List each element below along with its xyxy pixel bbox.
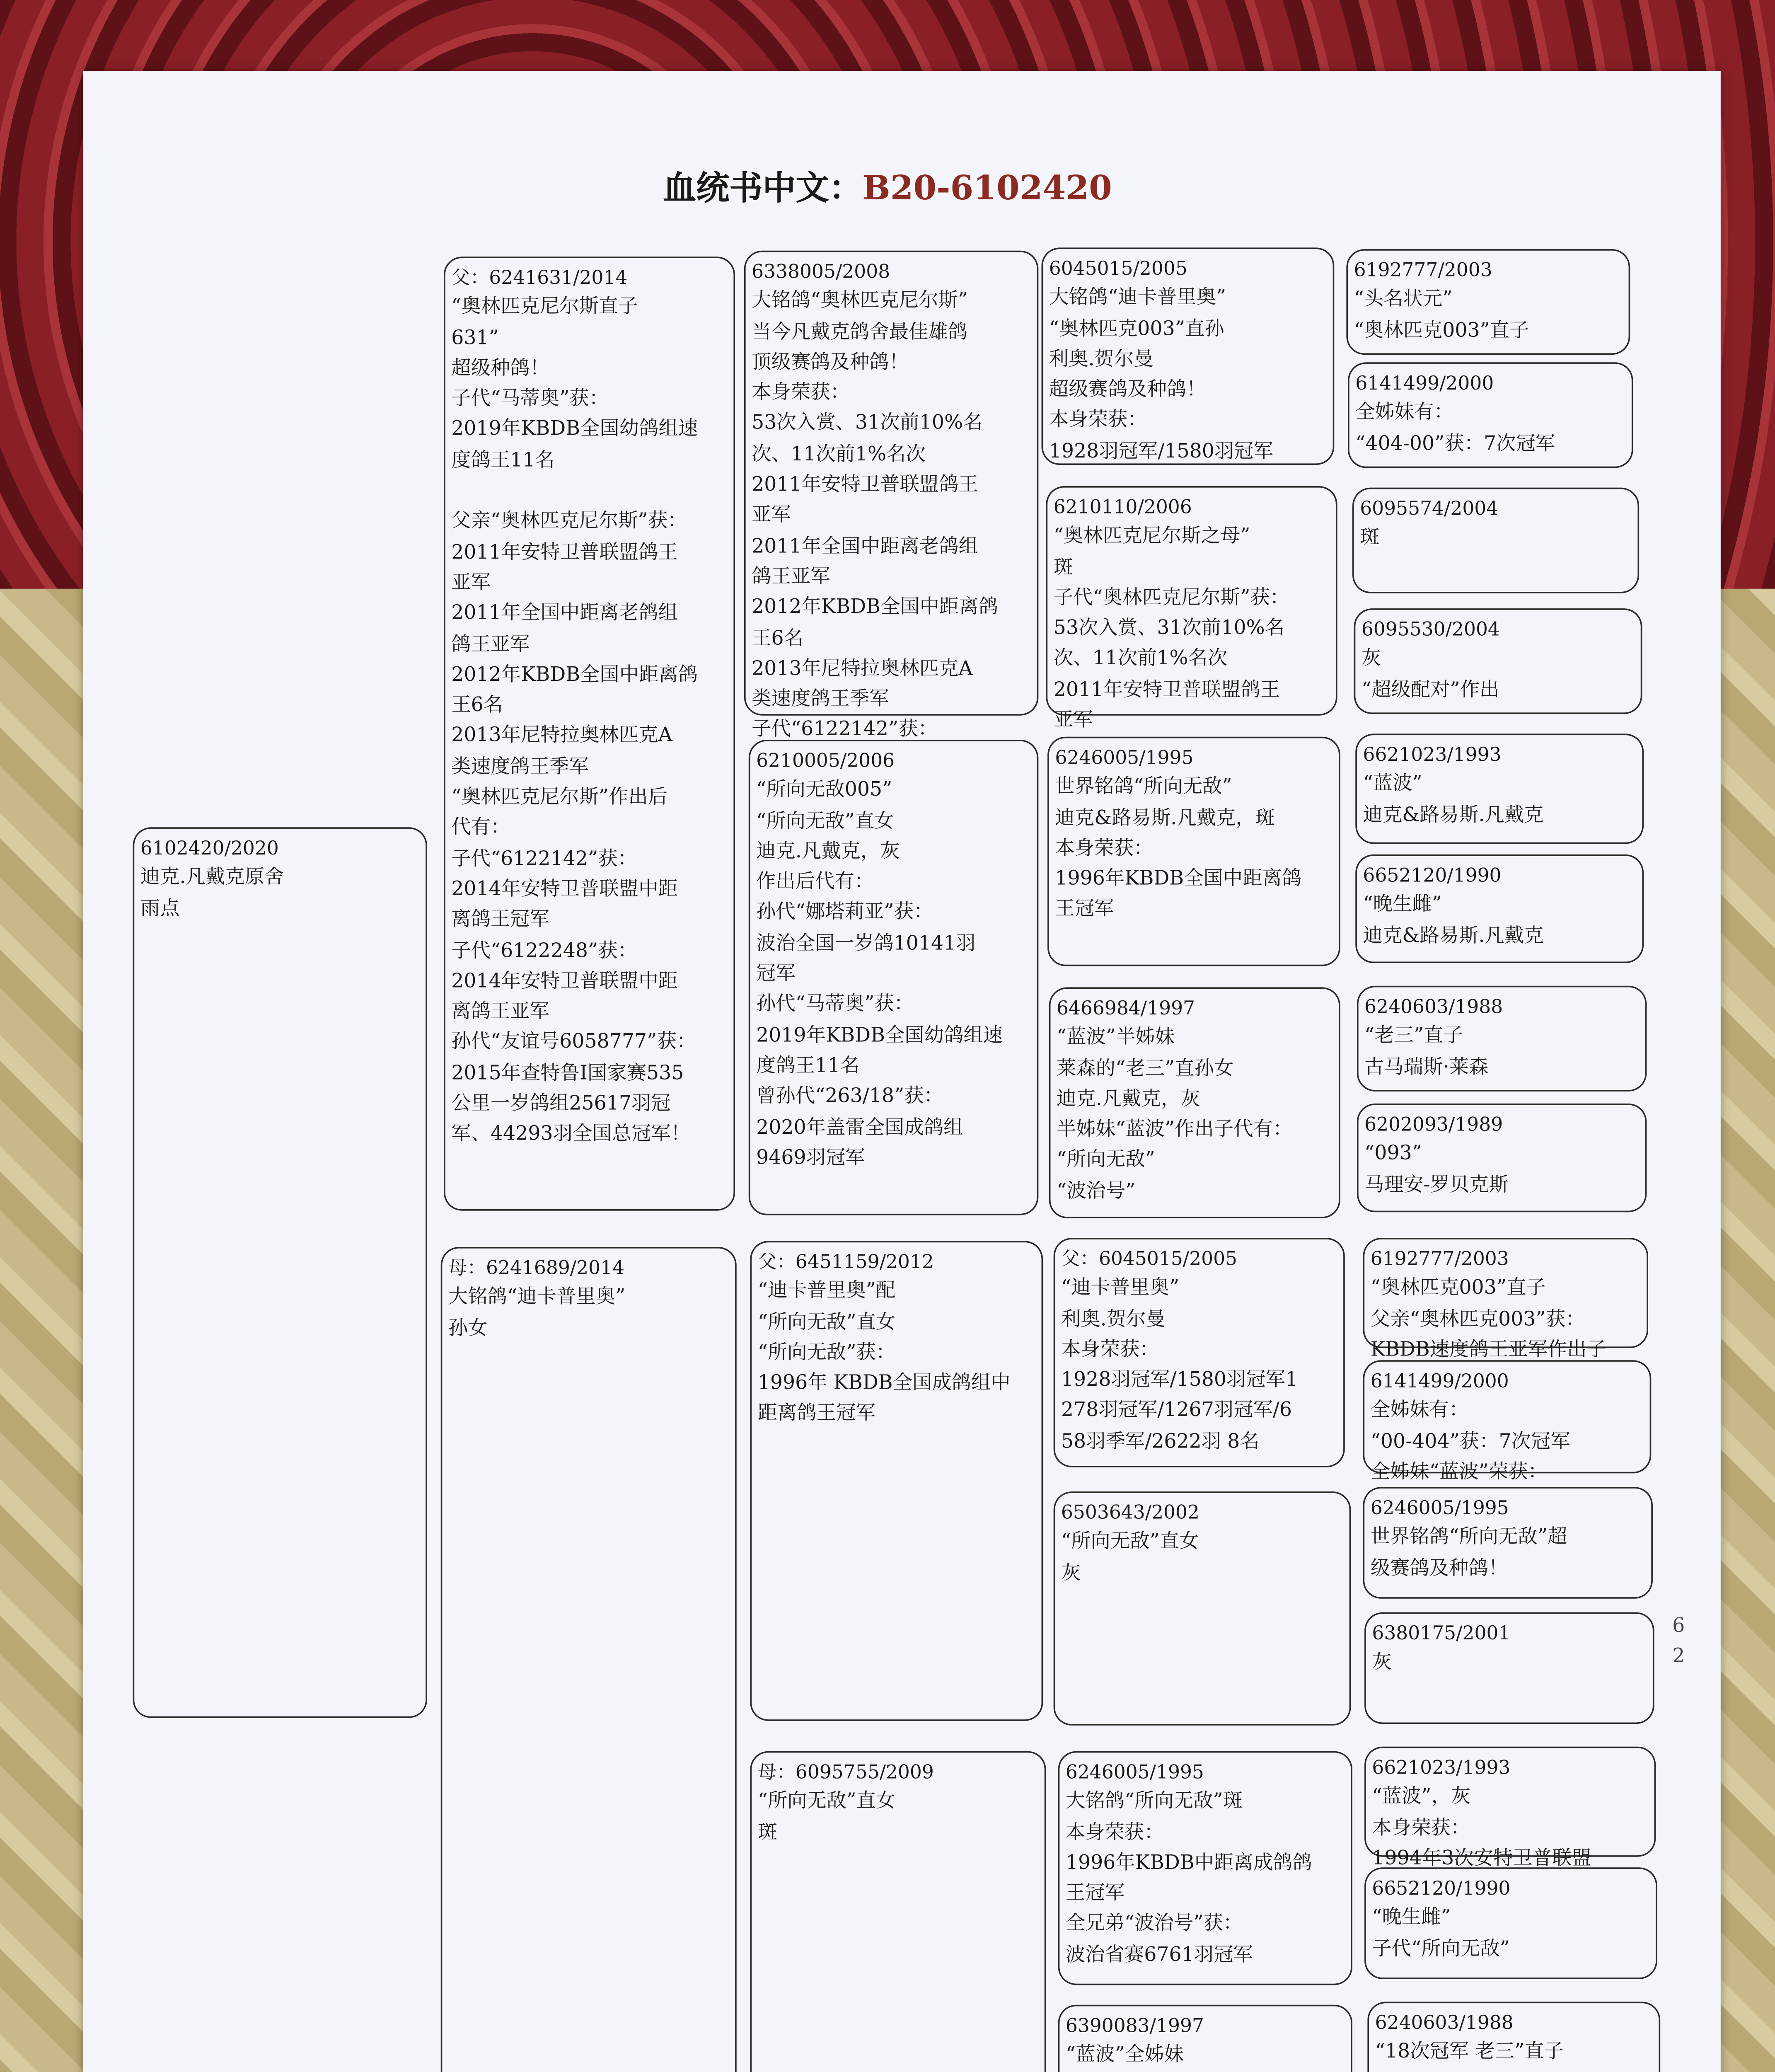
pedigree-line: 父亲“奥林匹克尼尔斯”获： (451, 511, 687, 534)
dam-dam-dam-box (1058, 2005, 1352, 2072)
pedigree-line: 利奥.贺尔曼 (1049, 349, 1154, 371)
pedigree-line: 公里一岁鸽组25617羽冠 (451, 1093, 671, 1116)
pigeon-ring-id: 6380175/2001 (1372, 1621, 1511, 1644)
gen5-box-7 (1357, 986, 1647, 1092)
pedigree-line: 王6名 (451, 695, 503, 717)
pedigree-line: 顶级赛鸽及种鸽！ (752, 351, 909, 375)
gen5-box-9 (1363, 1238, 1649, 1362)
pedigree-line: 半姊妹“蓝波”作出子代有： (1057, 1119, 1293, 1142)
pedigree-line: “蓝波”，灰 (1372, 1786, 1471, 1809)
dam-sire-box (750, 1241, 1043, 1721)
pigeon-ring-id: 6240603/1988 (1375, 2011, 1514, 2033)
pedigree-line: 2019年KBDB全国幼鸽组速 (451, 419, 698, 442)
pedigree-line: 2014年安特卫普联盟中距 (451, 878, 678, 901)
pedigree-line: 1994年3次安特卫普联盟 (1372, 1847, 1591, 1871)
pedigree-line: 1996年 KBDB全国成鸽组中 (757, 1372, 1011, 1395)
pigeon-ring-id: 6390083/1997 (1065, 2014, 1204, 2037)
gen5-box-13 (1364, 1747, 1656, 1871)
pedigree-line: 1928羽冠军/1580羽冠军1 (1061, 1369, 1298, 1392)
pedigree-line: 次、11次前1%名次 (752, 443, 926, 466)
pedigree-line: 超级种鸽！ (451, 357, 550, 380)
gen5-box-11 (1363, 1487, 1653, 1599)
ring-number: B20-6102420 (862, 169, 1112, 208)
pedigree-line: 631” (451, 327, 499, 350)
pedigree-line: 当今凡戴克鸽舍最佳雄鸽 (752, 321, 968, 344)
pedigree-line: 全姊妹有： (1370, 1400, 1469, 1423)
pedigree-line: 子代“6122248”获： (451, 939, 638, 963)
pigeon-ring-id: 母：6095755/2009 (757, 1760, 934, 1783)
pedigree-line: 9469羽冠军 (756, 1147, 865, 1170)
gen5-box-4 (1354, 608, 1642, 714)
pedigree-line: “老三”直子 (1364, 1025, 1463, 1048)
pedigree-line: 1996年KBDB全国中距离鸽 (1055, 868, 1302, 891)
sire-sire-sire-box (1042, 247, 1335, 465)
pigeon-ring-id: 6210005/2006 (756, 748, 895, 772)
pedigree-line: 利奥.贺尔曼 (1061, 1308, 1166, 1331)
pedigree-line: “所向无敌” (1057, 1149, 1155, 1172)
pedigree-line: 王冠军 (1055, 899, 1114, 922)
pedigree-line: 超级赛鸽及种鸽！ (1049, 379, 1206, 402)
pedigree-line: 迪克&路易斯.凡戴克，斑 (1055, 807, 1275, 830)
edge-mark (1672, 1612, 1685, 1673)
pedigree-line: 波治全国一岁鸽10141羽 (756, 932, 976, 956)
pedigree-line: 孙女 (448, 1317, 488, 1340)
pedigree-line: 全兄弟“波治号”获： (1065, 1913, 1243, 1936)
pedigree-line: 灰 (1061, 1561, 1081, 1585)
pedigree-line: “超级配对”作出 (1361, 678, 1499, 702)
pedigree-line: 本身荣获： (1055, 838, 1154, 861)
pedigree-line: 2013年尼特拉奥林匹克A (451, 725, 672, 748)
pedigree-line: 世界铭鸽“所向无敌” (1055, 776, 1232, 799)
pigeon-ring-id: 6192777/2003 (1354, 258, 1492, 281)
pedigree-line: “所向无敌”直女 (1061, 1531, 1199, 1554)
pedigree-line (1375, 2069, 1653, 2072)
pigeon-ring-id: 6202093/1989 (1364, 1112, 1503, 1135)
pedigree-line: 次、11次前1%名次 (1053, 648, 1228, 671)
pedigree-line: 53次入赏、31次前10%名 (752, 413, 983, 436)
pedigree-line: 2011年全国中距离老鸽组 (752, 535, 978, 558)
pedigree-line: 2012年KBDB全国中距离鸽 (752, 596, 999, 620)
pedigree-line: 古马瑞斯·莱森 (1364, 1056, 1489, 1079)
pedigree-line: 离鸽王亚军 (451, 1001, 550, 1024)
pedigree-line: 全姊妹“蓝波”荣获： (1370, 1461, 1548, 1484)
pigeon-ring-id: 6246005/1995 (1055, 746, 1194, 769)
pedigree-line: “18次冠军 老三”直子 (1375, 2041, 1564, 2064)
pedigree-line: 灰 (1361, 648, 1381, 671)
subject-box (133, 827, 427, 1718)
pedigree-line: “所向无敌”获： (757, 1342, 896, 1365)
pedigree-line: “奥林匹克003”直孙 (1049, 318, 1224, 341)
pedigree-line: 大铭鸽“所向无敌”斑 (1065, 1791, 1243, 1814)
pedigree-line: 迪克&路易斯.凡戴克 (1363, 925, 1544, 948)
gen5-box-2 (1348, 362, 1633, 468)
pedigree-line: 鸽王亚军 (752, 566, 830, 589)
pedigree-line: “蓝波” (1363, 773, 1422, 796)
pedigree-line: “093” (1364, 1143, 1422, 1166)
pedigree-line: 曾孙代“263/18”获： (756, 1086, 943, 1109)
pedigree-line: 子代“马蒂奥”获： (451, 388, 609, 411)
pedigree-line: 王冠军 (1065, 1883, 1124, 1905)
pedigree-line: “奥林匹克尼尔斯之母” (1053, 525, 1250, 549)
pedigree-line: 距离鸽王冠军 (757, 1403, 875, 1426)
pedigree-line: 斑 (1360, 527, 1380, 550)
sire-dam-dam-box (1049, 987, 1340, 1218)
pigeon-ring-id: 6045015/2005 (1049, 257, 1187, 279)
pigeon-ring-id: 父：6241631/2014 (451, 266, 628, 288)
pedigree-line (451, 477, 728, 508)
pedigree-line: “迪卡普里奥” (1061, 1277, 1180, 1300)
title-label: 血统书中文： (663, 169, 862, 208)
pedigree-line: 波治省赛6761羽冠军 (1065, 1944, 1253, 1967)
pedigree-line: “奥林匹克003”直子 (1370, 1277, 1546, 1300)
pedigree-line: “404-00”获：7次冠军 (1355, 433, 1555, 455)
pedigree-line: “所向无敌”直女 (757, 1311, 896, 1334)
pedigree-line: 子代“6122142”获： (752, 719, 938, 742)
pedigree-line: 孙代“娜塔莉亚”获： (756, 902, 933, 925)
pedigree-line: 莱森的“老三”直孙女 (1057, 1058, 1234, 1080)
pedigree-line: 2020年盖雷全国成鸽组 (756, 1116, 963, 1139)
pedigree-line: 斑 (757, 1821, 778, 1844)
pigeon-ring-id: 父：6045015/2005 (1061, 1247, 1238, 1270)
pedigree-line: 278羽冠军/1267羽冠军/6 (1061, 1400, 1292, 1423)
pedigree-line: 2012年KBDB全国中距离鸽 (451, 664, 698, 687)
pedigree-line: 类速度鸽王季军 (451, 756, 589, 779)
pedigree-line: 2011年安特卫普联盟鸽王 (752, 474, 978, 497)
gen5-box-3 (1352, 488, 1639, 593)
page-title (0, 163, 1775, 210)
pedigree-line: 本身荣获： (1065, 1821, 1164, 1844)
pedigree-line: 1928羽冠军/1580羽冠军 (1049, 440, 1273, 463)
gen5-box-8 (1357, 1104, 1647, 1212)
pedigree-line: “头名状元” (1354, 288, 1453, 312)
pedigree-line: 灰 (1372, 1652, 1392, 1675)
pigeon-ring-id: 6466984/1997 (1057, 996, 1195, 1019)
sire-sire-dam-box (1046, 486, 1337, 733)
pigeon-ring-id: 6338005/2008 (752, 259, 890, 283)
pedigree-line: 雨点 (140, 898, 180, 920)
pigeon-ring-id: 6652120/1990 (1363, 863, 1502, 886)
gen5-box-14 (1364, 1867, 1657, 1979)
pedigree-line: 斑 (1053, 556, 1074, 579)
pedigree-line: 孙代“友谊号6058777”获： (451, 1031, 696, 1055)
pedigree-line: 2015年查特鲁I国家赛535 (451, 1062, 684, 1085)
pedigree-line: 亚军 (752, 505, 791, 528)
pigeon-ring-id: 6621023/1993 (1372, 1755, 1511, 1779)
pedigree-line: 类速度鸽王季军 (752, 688, 889, 712)
pigeon-ring-id: 6095574/2004 (1360, 496, 1499, 520)
sire-dam-sire-box (1047, 737, 1340, 966)
pigeon-ring-id: 6141499/2000 (1370, 1369, 1509, 1392)
sire-dam-box (749, 740, 1038, 1215)
pedigree-line: 大铭鸽“迪卡普里奥” (1049, 287, 1226, 310)
pedigree-line: 2011年全国中距离老鸽组 (451, 603, 678, 626)
pedigree-line: 亚军 (451, 572, 491, 595)
pedigree-line: “晚生雌” (1363, 894, 1442, 917)
pedigree-line: 亚军 (1053, 709, 1093, 733)
pedigree-line: 迪克.凡戴克原舍 (140, 867, 284, 890)
edge-mark-1: 6 (1672, 1615, 1685, 1638)
pedigree-line: 本身荣获： (1061, 1339, 1159, 1362)
pedigree-line: “晚生雌” (1372, 1907, 1451, 1930)
pedigree-line: 代有： (451, 817, 510, 840)
pigeon-ring-id: 母：6241689/2014 (448, 1256, 625, 1279)
pedigree-line: 2011年安特卫普联盟鸽王 (451, 541, 678, 564)
pedigree-line: “奥林匹克尼尔斯”作出后 (451, 787, 668, 809)
pedigree-line: 大铭鸽“迪卡普里奥” (448, 1286, 626, 1310)
pedigree-line: 迪克.凡戴克，灰 (756, 840, 900, 864)
gen5-box-1 (1346, 249, 1630, 355)
pedigree-line: 子代“6122142”获： (451, 847, 638, 871)
pedigree-line: 本身荣获： (1372, 1817, 1470, 1840)
pedigree-line: 全姊妹有： (1355, 402, 1454, 425)
pedigree-line: 2019年KBDB全国幼鸽组速 (756, 1024, 1003, 1047)
pedigree-line: 本身荣获： (1049, 409, 1147, 433)
pigeon-ring-id: 父：6451159/2012 (757, 1250, 934, 1273)
pedigree-line: 鸽王亚军 (451, 633, 530, 656)
sire-box (444, 257, 735, 1210)
dam-box (441, 1247, 737, 2072)
pedigree-line: 度鸽王11名 (756, 1055, 860, 1078)
pedigree-line: 级赛鸽及种鸽！ (1370, 1557, 1508, 1580)
pigeon-ring-id: 6210110/2006 (1053, 495, 1192, 518)
pedigree-line: 马理安-罗贝克斯 (1364, 1174, 1509, 1197)
pedigree-line: 孙代“马蒂奥”获： (756, 994, 914, 1017)
edge-mark-2: 2 (1672, 1645, 1685, 1668)
gen5-box-5 (1355, 733, 1644, 844)
pedigree-line: 子代“所向无敌” (1372, 1937, 1510, 1961)
pedigree-line: “奥林匹克尼尔斯直子 (451, 296, 638, 319)
dam-sire-dam-box (1054, 1491, 1351, 1726)
pedigree-line: 王6名 (752, 627, 804, 650)
pedigree-line: 2014年安特卫普联盟中距 (451, 970, 678, 993)
gen5-box-6 (1355, 854, 1644, 963)
pigeon-ring-id: 6503643/2002 (1061, 1501, 1199, 1523)
pedigree-line: 父亲“奥林匹克003”获： (1370, 1308, 1585, 1331)
pedigree-line: “蓝波”全姊妹 (1065, 2044, 1184, 2067)
pedigree-line: “所向无敌”直女 (756, 810, 894, 833)
pedigree-line: 军、44293羽全国总冠军！ (451, 1123, 691, 1147)
pedigree-line: 世界铭鸽“所向无敌”超 (1370, 1527, 1567, 1549)
pedigree-line: 冠军 (756, 963, 796, 986)
pedigree-line: “所向无敌”直女 (757, 1791, 896, 1814)
pedigree-line: 迪克&路易斯.凡戴克 (1363, 804, 1544, 827)
pigeon-ring-id: 6102420/2020 (140, 836, 279, 859)
pigeon-ring-id: 6246005/1995 (1370, 1496, 1509, 1519)
dam-dam-box (750, 1751, 1046, 2072)
pigeon-ring-id: 6192777/2003 (1370, 1247, 1509, 1270)
pedigree-line: 作出后代有： (756, 871, 874, 894)
pigeon-ring-id: 6246005/1995 (1065, 1760, 1204, 1783)
pedigree-line: 53次入赏、31次前10%名 (1053, 617, 1285, 641)
gen5-box-15 (1367, 2002, 1660, 2072)
pigeon-ring-id: 6240603/1988 (1364, 995, 1503, 1018)
pedigree-line: “迪卡普里奥”配 (757, 1280, 896, 1303)
dam-sire-sire-box (1054, 1238, 1345, 1467)
pedigree-line: 2013年尼特拉奥林匹克A (752, 658, 973, 681)
pedigree-line: 度鸽王11名 (451, 449, 555, 472)
pedigree-line: 子代“奥林匹克尼尔斯”获： (1053, 587, 1290, 610)
gen5-box-10 (1363, 1360, 1652, 1484)
pedigree-line: 2011年安特卫普联盟鸽王 (1053, 679, 1280, 702)
pedigree-line: 大铭鸽“奥林匹克尼尔斯” (752, 290, 968, 313)
pedigree-line: KBDB速度鸽王亚军作出子 (1370, 1339, 1606, 1362)
pigeon-ring-id: 6141499/2000 (1355, 371, 1494, 394)
pigeon-ring-id: 6652120/1990 (1372, 1876, 1511, 1899)
pedigree-line: “奥林匹克003”直子 (1354, 319, 1529, 342)
pigeon-ring-id: 6095530/2004 (1361, 617, 1500, 640)
pedigree-line: 本身荣获： (752, 382, 850, 405)
pedigree-line: “所向无敌005” (756, 779, 892, 802)
gen5-box-12 (1364, 1612, 1654, 1724)
pedigree-line: 58羽季军/2622羽 8名 (1061, 1431, 1260, 1454)
pedigree-line: 迪克.凡戴克，灰 (1057, 1088, 1200, 1111)
pedigree-line: “蓝波”半姊妹 (1057, 1027, 1175, 1050)
pedigree-line: 离鸽王冠军 (451, 909, 550, 932)
sire-sire-box (744, 251, 1038, 742)
pedigree-line: “00-404”获：7次冠军 (1370, 1430, 1570, 1453)
pedigree-line: 1996年KBDB中距离成鸽鸽 (1065, 1852, 1312, 1875)
pedigree-line: “波治号” (1057, 1180, 1136, 1203)
dam-dam-sire-box (1058, 1751, 1352, 1985)
pigeon-ring-id: 6621023/1993 (1363, 743, 1502, 765)
